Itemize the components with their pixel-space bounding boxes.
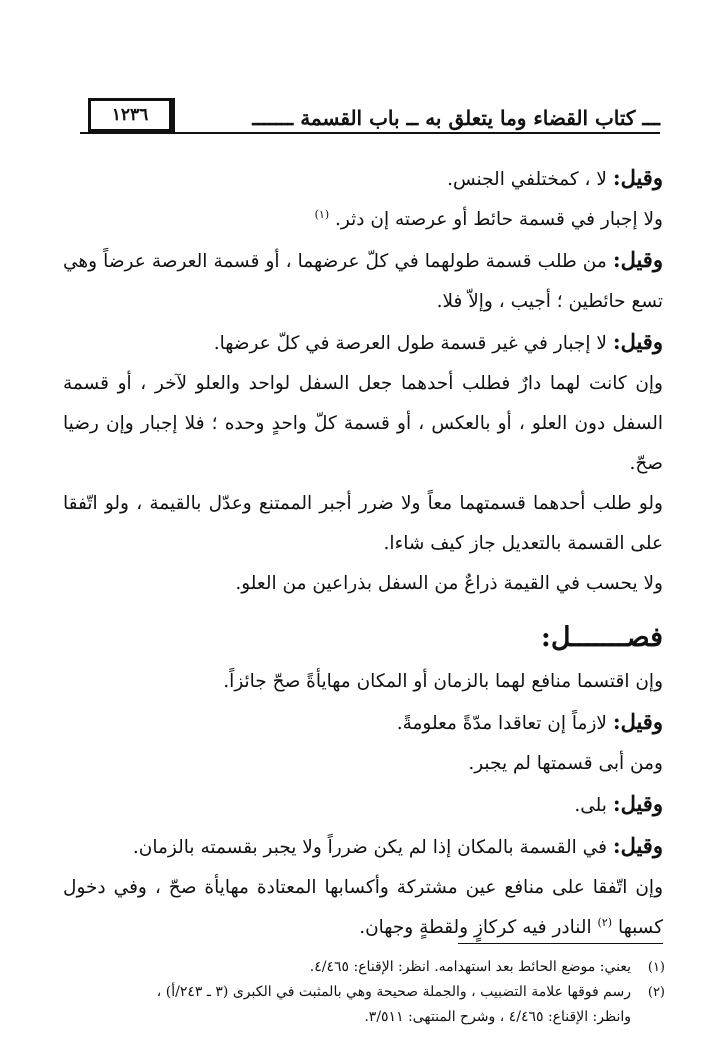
section-heading: فصـــــــل: bbox=[540, 622, 663, 653]
paragraph bbox=[63, 744, 663, 784]
paragraph-label: وقيل: bbox=[612, 165, 663, 190]
paragraph bbox=[63, 200, 663, 240]
paragraph-text: ولا إجبار في قسمة حائط أو عرصته إن دثر. bbox=[335, 209, 663, 230]
footnotes bbox=[61, 955, 665, 1030]
footnote-continuation: وانظر: الإقناع: ٤/٤٦٥ ، وشرح المنتهى: ٣/٥١١. bbox=[364, 1009, 631, 1025]
paragraph bbox=[63, 322, 663, 364]
paragraph-text: لا ، كمختلفي الجنس. bbox=[447, 169, 613, 190]
paragraph-label: وقيل: bbox=[612, 329, 663, 354]
running-title: ـــ كتاب القضاء وما يتعلق به ــ باب القسمة ـــــــ bbox=[252, 106, 660, 130]
paragraph-label: وقيل: bbox=[612, 833, 663, 858]
paragraph bbox=[63, 484, 663, 564]
paragraph bbox=[63, 702, 663, 744]
paragraph bbox=[63, 240, 663, 322]
paragraph-text: وإن اتّفقا على منافع عين مشتركة وأكسابها المعتادة مهايأة صحّ ، وفي دخول كسبها bbox=[63, 877, 663, 938]
page-number: ١٢٣٦ bbox=[88, 98, 175, 132]
paragraph bbox=[63, 158, 663, 200]
paragraph-label: وقيل: bbox=[612, 791, 663, 816]
paragraph bbox=[63, 564, 663, 604]
paragraph bbox=[63, 784, 663, 826]
paragraph-text: ولو طلب أحدهما قسمتهما معاً ولا ضرر أجبر الممتنع وعدّل بالقيمة ، ولو اتّفقا على القسمة بالتعديل جاز كيف شاءا. bbox=[63, 493, 663, 554]
footnote-ref[interactable]: (٢) bbox=[597, 915, 613, 929]
footnote-ref[interactable]: (١) bbox=[314, 207, 330, 221]
page-header bbox=[80, 96, 660, 138]
paragraph-text: من طلب قسمة طولهما في كلّ عرضهما ، أو قسمة العرصة عرضاً وهي تسع حائطين ؛ أجيب ، وإلاّ فلا. bbox=[63, 251, 663, 312]
footnote-number: (١) bbox=[647, 960, 665, 975]
footnote-text: رسم فوقها علامة التضبيب ، والجملة صحيحة وهي بالمثبت في الكبرى (٣ ـ ٢٤٣/أ) ، bbox=[156, 984, 631, 1000]
main-text bbox=[63, 158, 663, 948]
footnote bbox=[61, 955, 665, 980]
paragraph bbox=[63, 662, 663, 702]
paragraph bbox=[63, 868, 663, 948]
paragraph-text: وإن اقتسما منافع لهما بالزمان أو المكان مهايأةً صحّ جائزاً. bbox=[223, 671, 663, 692]
footnote-rule bbox=[458, 943, 663, 944]
paragraph-text: لا إجبار في غير قسمة طول العرصة في كلّ عرضها. bbox=[213, 333, 613, 354]
paragraph-text: ومن أبى قسمتها لم يجبر. bbox=[468, 753, 663, 774]
footnote-number: (٢) bbox=[647, 985, 665, 1000]
paragraph-label: وقيل: bbox=[612, 247, 663, 272]
paragraph-text: وإن كانت لهما دارٌ فطلب أحدهما جعل السفل لواحد والعلو لآخر ، أو قسمة السفل دون العلو ، أو بالعكس ، أو قسمة كلّ واحدٍ وحده ؛ فلا إجبار وإن رضيا صحّ. bbox=[63, 373, 663, 474]
paragraph bbox=[63, 826, 663, 868]
paragraph-text: ولا يحسب في القيمة ذراعٌ من السفل بذراعين من العلو. bbox=[235, 573, 663, 594]
paragraph-text: بلى. bbox=[574, 795, 613, 816]
header-rule bbox=[80, 132, 660, 134]
paragraph bbox=[63, 364, 663, 484]
footnote bbox=[61, 980, 665, 1005]
paragraph-text: النادر فيه كركازٍ ولقطةٍ وجهان. bbox=[359, 917, 598, 938]
paragraph-text: لازماً إن تعاقدا مدّةً معلومةً. bbox=[396, 713, 613, 734]
paragraph-label: وقيل: bbox=[612, 709, 663, 734]
paragraph-text: في القسمة بالمكان إذا لم يكن ضرراً ولا يجبر بقسمته بالزمان. bbox=[132, 837, 613, 858]
footnote-text: يعني: موضع الحائط بعد استهدامه. انظر: الإقناع: ٤/٤٦٥. bbox=[309, 959, 631, 975]
